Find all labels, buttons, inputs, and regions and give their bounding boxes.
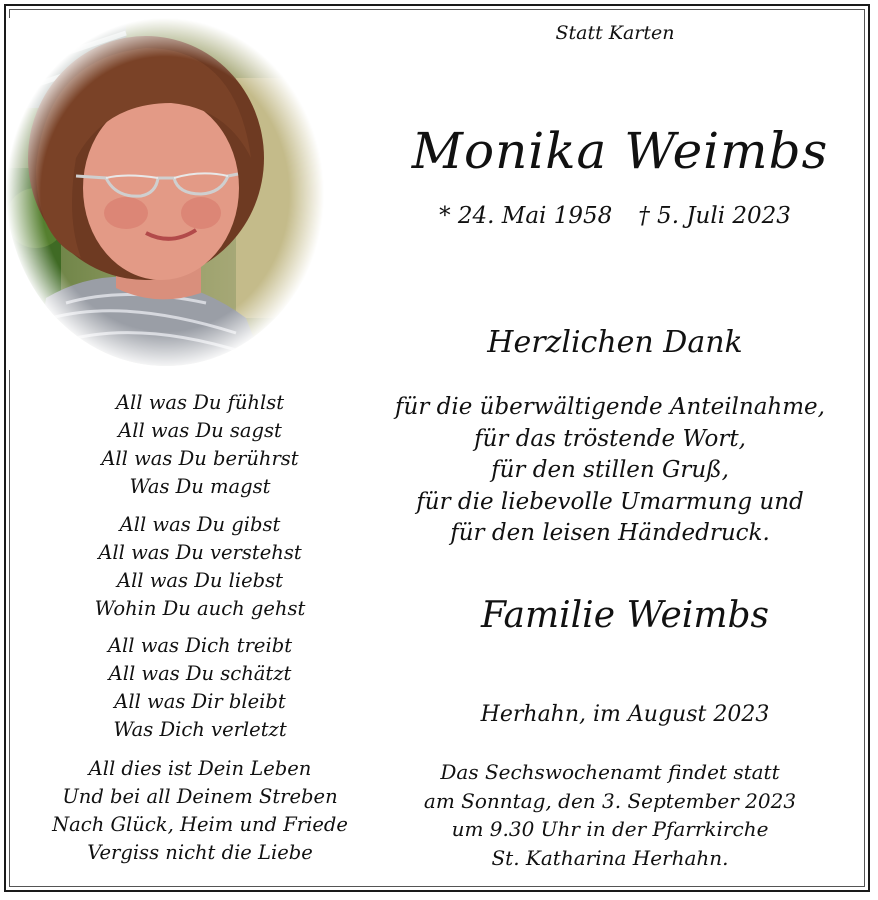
poem-line: All was Du schätzt (108, 662, 292, 685)
poem-line: Und bei all Deinem Streben (62, 785, 338, 808)
service-line: St. Katharina Herhahn. (491, 845, 729, 870)
poem-line: Nach Glück, Heim und Friede (52, 813, 348, 836)
poem-line: Was Dich verletzt (113, 718, 287, 741)
poem-line: All was Dich treibt (107, 634, 293, 657)
statt-karten: Statt Karten (555, 22, 675, 44)
thanks-line: für den stillen Gruß, (491, 457, 729, 483)
deceased-name: Monika Weimbs (411, 122, 829, 180)
poem-line: Vergiss nicht die Liebe (87, 841, 313, 864)
thanks-line: für das tröstende Wort, (474, 425, 746, 452)
thanks-line: für die liebevolle Umarmung und (416, 488, 804, 515)
death-date: † 5. Juli 2023 (638, 203, 791, 229)
service-line: um 9.30 Uhr in der Pfarrkirche (451, 817, 769, 841)
thanks-line: für die überwältigende Anteilnahme, (395, 394, 825, 420)
poem-line: Wohin Du auch gehst (94, 597, 306, 620)
poem-stanza-3 (20, 632, 380, 744)
thanks-text (350, 392, 870, 550)
birth-date: * 24. Mai 1958 (439, 203, 613, 229)
service-line: am Sonntag, den 3. September 2023 (423, 788, 797, 813)
thanks-line: für den leisen Händedruck. (450, 520, 770, 546)
poem-line: All was Du fühlst (115, 391, 285, 414)
thanks-heading: Herzlichen Dank (487, 325, 743, 360)
poem-stanza-4 (20, 755, 380, 867)
service-line: Das Sechswochenamt findet statt (440, 760, 780, 784)
poem-line: All was Du liebst (116, 569, 283, 592)
poem-line: All was Du sagst (118, 419, 282, 442)
poem-line: All was Du gibst (119, 513, 281, 536)
family-signature: Familie Weimbs (481, 595, 769, 636)
poem-stanza-1 (20, 389, 380, 501)
poem-line: All was Du berührst (101, 447, 299, 470)
poem-line: All was Dir bleibt (114, 690, 286, 713)
portrait-photo (6, 18, 324, 370)
poem-line: All was Du verstehst (98, 541, 302, 564)
poem-stanza-2 (20, 511, 380, 623)
life-dates (380, 203, 850, 229)
place-date: Herhahn, im August 2023 (480, 702, 770, 727)
service-notice (370, 758, 850, 872)
poem-line: Was Du magst (129, 475, 271, 498)
poem-line: All dies ist Dein Leben (88, 757, 312, 780)
